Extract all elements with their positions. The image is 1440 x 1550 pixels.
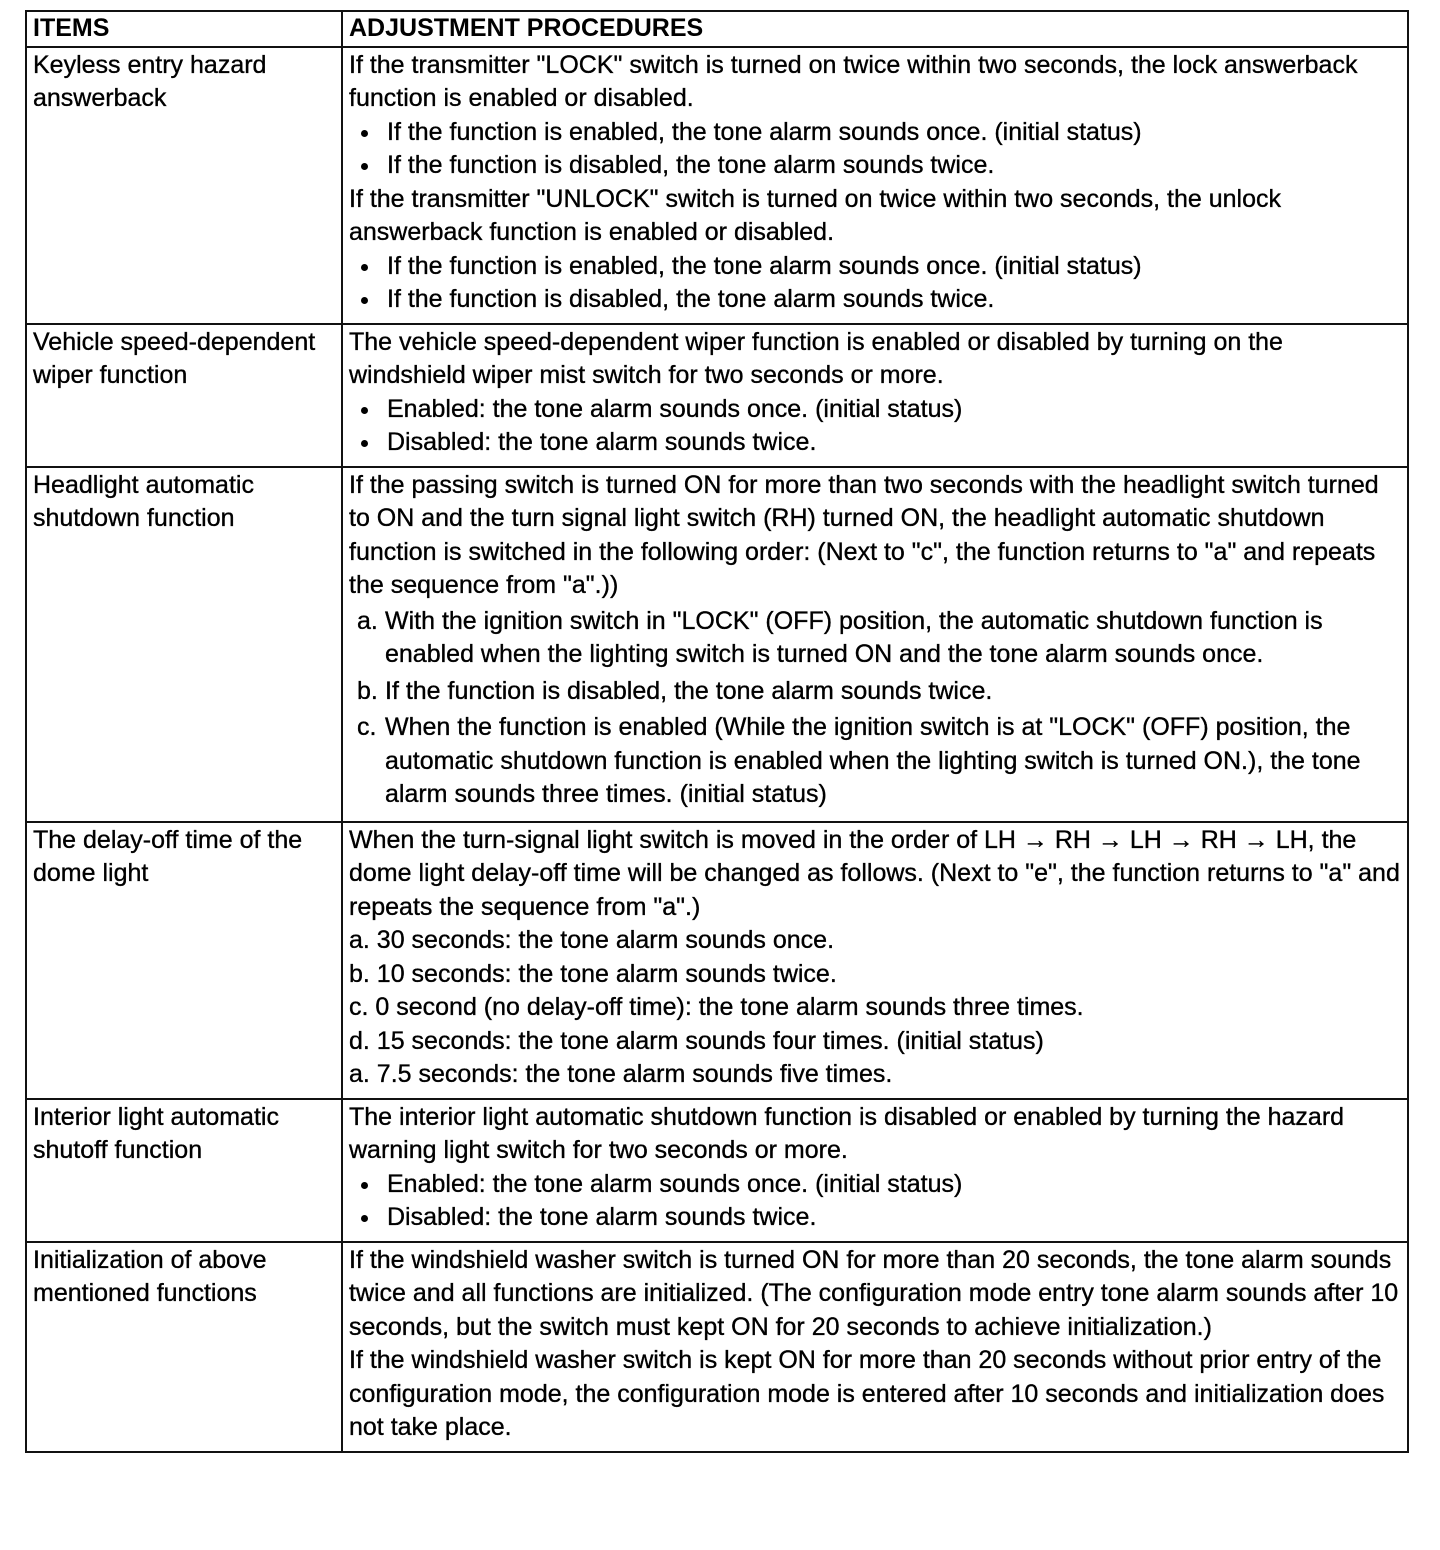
bullet-item: Disabled: the tone alarm sounds twice. xyxy=(349,1201,1401,1235)
procedure-cell xyxy=(342,47,1408,324)
item-label: b. xyxy=(357,676,378,705)
item-cell: Interior light automatic shutoff function xyxy=(26,1099,342,1242)
table-row xyxy=(26,1242,1408,1452)
bullet-item: Enabled: the tone alarm sounds once. (initial status) xyxy=(349,1168,1401,1202)
adjustment-procedures-table xyxy=(25,10,1409,1453)
item-cell: Headlight automatic shutdown function xyxy=(26,467,342,822)
item-text: With the ignition switch in "LOCK" (OFF) position, the automatic shutdown function is enabled when the lighting switch is turned ON and the tone alarm sounds once. xyxy=(385,606,1323,668)
item-label: a. xyxy=(357,606,378,635)
bullet-item: If the function is enabled, the tone alarm sounds once. (initial status) xyxy=(349,116,1401,150)
header-row xyxy=(26,11,1408,47)
paragraph: If the windshield washer switch is turned ON for more than 20 seconds, the tone alarm sounds twice and all functions are initialized. (The configuration mode entry tone alarm sounds after 10 seconds, but the switch must kept ON for 20 seconds to achieve initialization.) xyxy=(349,1245,1399,1341)
paragraph: The vehicle speed-dependent wiper function is enabled or disabled by turning on the windshield wiper mist switch for two seconds or more. xyxy=(349,327,1283,389)
paragraph: If the passing switch is turned ON for more than two seconds with the headlight switch turned to ON and the turn signal light switch (RH) turned ON, the headlight automatic shutdown function is switched in the following order: (Next to "c", the function returns to "a" and repeats the sequence from "a".)) xyxy=(349,470,1379,599)
paragraph: c. 0 second (no delay-off time): the tone alarm sounds three times. xyxy=(349,993,1084,1021)
item-cell: Initialization of above mentioned functions xyxy=(26,1242,342,1452)
item-text: If the function is disabled, the tone alarm sounds twice. xyxy=(385,676,993,705)
procedure-cell xyxy=(342,1099,1408,1242)
item-cell: The delay-off time of the dome light xyxy=(26,822,342,1099)
table-row xyxy=(26,467,1408,822)
table-row xyxy=(26,1099,1408,1242)
paragraph: If the windshield washer switch is kept ON for more than 20 seconds without prior entry of the configuration mode, the configuration mode is entered after 10 seconds and initialization does not take place. xyxy=(349,1346,1385,1441)
bullet-item: Enabled: the tone alarm sounds once. (initial status) xyxy=(349,393,1401,427)
paragraph: When the turn-signal light switch is moved in the order of LH → RH → LH → RH → LH, the dome light delay-off time will be changed as follows. (Next to "e", the function returns to "a" and repeats the sequence from "a".) xyxy=(349,825,1400,921)
table-row xyxy=(26,324,1408,467)
procedure-cell xyxy=(342,822,1408,1099)
paragraph: If the transmitter "LOCK" switch is turned on twice within two seconds, the lock answerback function is enabled or disabled. xyxy=(349,50,1358,112)
paragraph: a. 7.5 seconds: the tone alarm sounds five times. xyxy=(349,1060,893,1088)
paragraph: The interior light automatic shutdown function is disabled or enabled by turning the hazard warning light switch for two seconds or more. xyxy=(349,1102,1345,1164)
table-body xyxy=(26,47,1408,1452)
lettered-item xyxy=(349,711,1401,812)
lettered-item xyxy=(349,675,1401,709)
item-label: c. xyxy=(357,713,377,741)
procedure-cell xyxy=(342,1242,1408,1452)
procedure-cell xyxy=(342,467,1408,822)
bullet-item: If the function is enabled, the tone alarm sounds once. (initial status) xyxy=(349,250,1401,284)
item-cell: Vehicle speed-dependent wiper function xyxy=(26,324,342,467)
items-column-header: ITEMS xyxy=(26,11,342,47)
table-row xyxy=(26,822,1408,1099)
bullet-item: If the function is disabled, the tone alarm sounds twice. xyxy=(349,149,1401,183)
bullet-item: Disabled: the tone alarm sounds twice. xyxy=(349,426,1401,460)
paragraph: If the transmitter "UNLOCK" switch is turned on twice within two seconds, the unlock answerback function is enabled or disabled. xyxy=(349,184,1282,246)
item-text: When the function is enabled (While the ignition switch is at "LOCK" (OFF) position, the automatic shutdown function is enabled when the lighting switch is turned ON.), the tone alarm sounds three times. (initial status) xyxy=(385,713,1361,808)
procedures-column-header: ADJUSTMENT PROCEDURES xyxy=(342,11,1408,47)
paragraph: b. 10 seconds: the tone alarm sounds twice. xyxy=(349,959,837,988)
lettered-item xyxy=(349,605,1401,672)
table-row xyxy=(26,47,1408,324)
item-cell: Keyless entry hazard answerback xyxy=(26,47,342,324)
paragraph: a. 30 seconds: the tone alarm sounds once. xyxy=(349,926,835,954)
procedure-cell xyxy=(342,324,1408,467)
paragraph: d. 15 seconds: the tone alarm sounds four times. (initial status) xyxy=(349,1026,1044,1055)
bullet-item: If the function is disabled, the tone alarm sounds twice. xyxy=(349,283,1401,317)
